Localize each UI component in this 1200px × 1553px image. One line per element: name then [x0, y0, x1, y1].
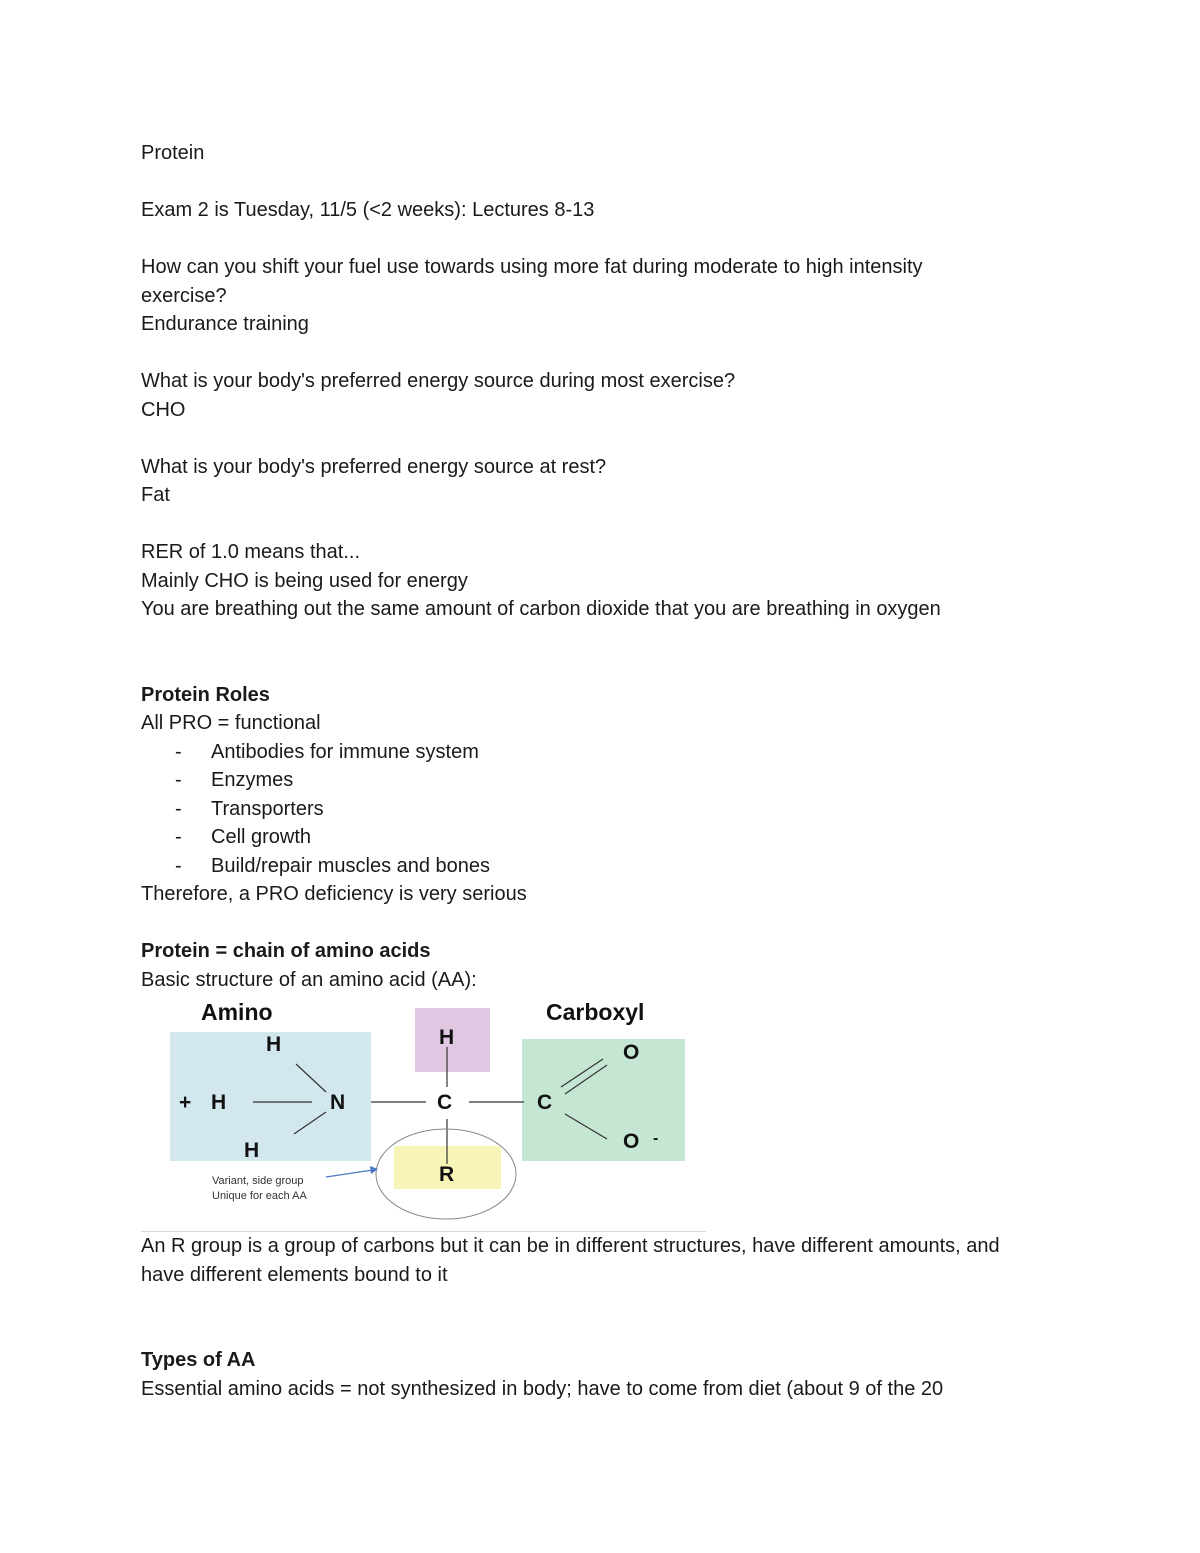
amino-acid-diagram — [141, 999, 706, 1227]
question-2: What is your body's preferred energy source during most exercise? — [141, 370, 736, 392]
structure-heading: Protein = chain of amino acids — [141, 940, 431, 962]
atom-h-top: H — [439, 1026, 455, 1049]
rer-line-1: Mainly CHO is being used for energy — [141, 569, 468, 592]
o-minus-charge: - — [653, 1130, 659, 1147]
carboxyl-label: Carboxyl — [546, 999, 645, 1025]
atom-h-bottom-left: H — [244, 1139, 260, 1162]
rer-line-2: You are breathing out the same amount of carbon dioxide that you are breathing in oxygen — [141, 598, 941, 620]
types-heading: Types of AA — [141, 1349, 256, 1371]
r-group-text: An R group is a group of carbons but it can be in different structures, have different amounts, and have different elements bound to it — [141, 1235, 1000, 1286]
roles-list — [141, 738, 1041, 881]
roles-heading: Protein Roles — [141, 683, 270, 706]
note-line-2: Unique for each AA — [212, 1190, 307, 1202]
list-item: - Cell growth — [141, 823, 1041, 852]
list-item: - Build/repair muscles and bones — [141, 852, 1041, 881]
roles-conclusion: Therefore, a PRO deficiency is very serious — [141, 883, 527, 905]
document-body — [141, 139, 1041, 1403]
exam-note: Exam 2 is Tuesday, 11/5 (<2 weeks): Lectures 8-13 — [141, 199, 595, 221]
atom-c-carboxyl: C — [537, 1091, 553, 1114]
page-title: Protein — [141, 142, 205, 164]
answer-2: CHO — [141, 398, 186, 421]
amino-label: Amino — [201, 999, 273, 1025]
question-1: How can you shift your fuel use towards using more fat during moderate to high intensity exercise? — [141, 256, 923, 307]
note-line-1: Variant, side group — [212, 1175, 304, 1187]
types-line-1: Essential amino acids = not synthesized in body; have to come from diet (about 9 of the 20 — [141, 1377, 944, 1400]
roles-intro: All PRO = functional — [141, 712, 321, 734]
atom-c-alpha: C — [437, 1091, 453, 1114]
structure-intro: Basic structure of an amino acid (AA): — [141, 968, 477, 991]
rer-heading: RER of 1.0 means that... — [141, 541, 360, 563]
list-item: - Transporters — [141, 795, 1041, 824]
atom-o-single: O — [623, 1130, 640, 1153]
note-arrow — [326, 1170, 373, 1177]
question-3: What is your body's preferred energy source at rest? — [141, 455, 607, 478]
atom-h-left: H — [211, 1091, 227, 1114]
answer-3: Fat — [141, 484, 170, 506]
list-item: - Enzymes — [141, 766, 1041, 795]
answer-1: Endurance training — [141, 313, 309, 335]
atom-r: R — [439, 1163, 455, 1186]
atom-n: N — [330, 1091, 346, 1114]
atom-o-double: O — [623, 1041, 640, 1064]
amino-acid-svg — [141, 999, 706, 1227]
list-item: - Antibodies for immune system — [141, 738, 1041, 767]
atom-h-top-left: H — [266, 1033, 282, 1056]
plus-sign: + — [179, 1091, 192, 1114]
